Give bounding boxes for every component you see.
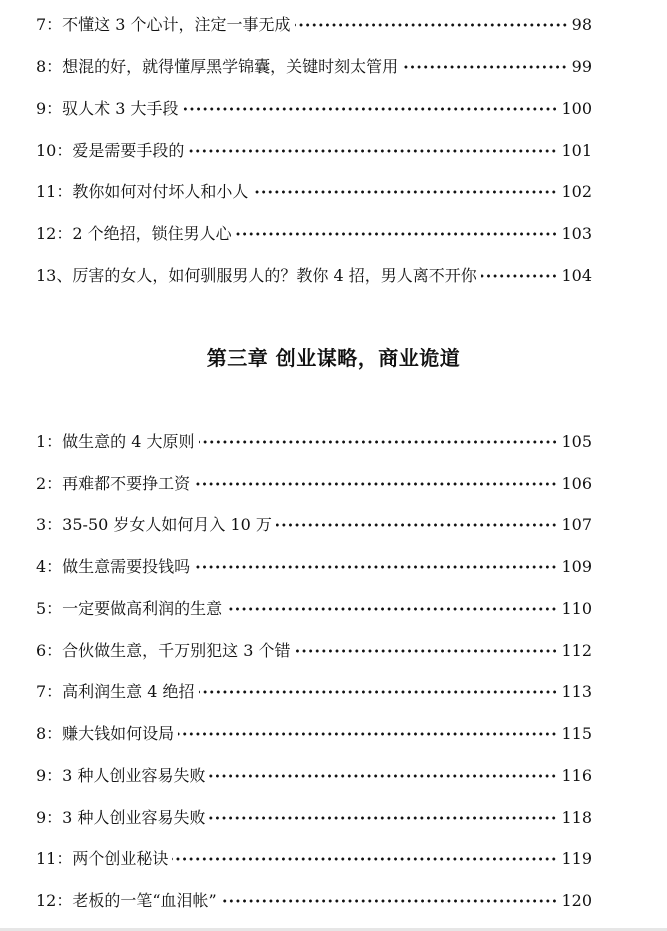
toc-entry-page: 107 [561, 515, 592, 534]
toc-entry-page: 120 [561, 891, 592, 910]
toc-entry[interactable] [36, 50, 592, 84]
toc-entry-title: 2：再难都不要挣工资 [36, 474, 191, 493]
toc-entry-title: 13、厉害的女人，如何驯服男人的？教你 4 招，男人离不开你 [36, 266, 477, 285]
toc-entry-page: 112 [561, 641, 592, 660]
dot-leader [252, 188, 557, 196]
toc-entry[interactable] [36, 759, 592, 793]
toc-entry-page: 118 [561, 808, 592, 827]
toc-entry[interactable] [36, 801, 592, 835]
toc-entry[interactable] [36, 92, 592, 126]
dot-leader [276, 521, 558, 529]
dot-leader [183, 105, 558, 113]
toc-entry-page: 110 [561, 599, 592, 618]
toc-entry-page: 113 [561, 682, 592, 701]
toc-entry-page: 104 [561, 266, 592, 285]
toc-entry-title: 7：高利润生意 4 绝招 [36, 682, 195, 701]
toc-entry-title: 12：老板的一笔“血泪帐” [36, 891, 217, 910]
toc-entry-title: 6：合伙做生意，千万别犯这 3 个错 [36, 641, 291, 660]
dot-leader [481, 272, 558, 280]
toc-entry[interactable] [36, 8, 592, 42]
toc-entry-title: 10：爱是需要手段的 [36, 141, 185, 160]
toc-entry-page: 116 [561, 766, 592, 785]
dot-leader [199, 688, 558, 696]
toc-entry[interactable] [36, 134, 592, 168]
dot-leader [199, 438, 558, 446]
toc-entry-title: 11：教你如何对付坏人和小人 [36, 182, 249, 201]
toc-entry-title: 8：赚大钱如何设局 [36, 724, 175, 743]
toc-entry-page: 103 [561, 224, 592, 243]
dot-leader [221, 897, 558, 905]
toc-entry-title: 4：做生意需要投钱吗 [36, 557, 191, 576]
dot-leader [178, 730, 557, 738]
toc-entry-page: 119 [561, 849, 592, 868]
toc-entry-page: 98 [571, 15, 592, 34]
toc-entry-title: 3：35-50 岁女人如何月入 10 万 [36, 515, 272, 534]
dot-leader [194, 563, 557, 571]
toc-entry-page: 102 [561, 182, 592, 201]
toc-entry-page: 99 [571, 57, 592, 76]
toc-entry-page: 109 [561, 557, 592, 576]
dot-leader [209, 814, 557, 822]
dot-leader [209, 772, 557, 780]
toc-entry[interactable] [36, 884, 592, 918]
toc-entry[interactable] [36, 508, 592, 542]
toc-entry[interactable] [36, 717, 592, 751]
toc-entry-title: 9：驭人术 3 大手段 [36, 99, 179, 118]
toc-entry[interactable] [36, 217, 592, 251]
toc-entry-page: 115 [561, 724, 592, 743]
dot-leader [188, 147, 557, 155]
dot-leader [236, 230, 558, 238]
toc-entry-title: 8：想混的好，就得懂厚黑学锦囊，关键时刻太管用 [36, 57, 399, 76]
toc-entry[interactable] [36, 592, 592, 626]
dot-leader [226, 605, 557, 613]
chapter-heading: 第三章 创业谋略，商业诡道 [206, 346, 461, 370]
toc-entry-title: 5：一定要做高利润的生意 [36, 599, 223, 618]
toc-entry-page: 100 [561, 99, 592, 118]
toc-entry[interactable] [36, 550, 592, 584]
toc-entry-title: 12：2 个绝招，锁住男人心 [36, 224, 232, 243]
toc-entry-title: 7：不懂这 3 个心计，注定一事无成 [36, 15, 291, 34]
toc-entry-title: 11：两个创业秘诀 [36, 849, 169, 868]
toc-entry[interactable] [36, 175, 592, 209]
dot-leader [295, 647, 558, 655]
toc-entry-title: 9：3 种人创业容易失败 [36, 808, 206, 827]
dot-leader [194, 480, 557, 488]
toc-entry-title: 9：3 种人创业容易失败 [36, 766, 206, 785]
toc-entry[interactable] [36, 425, 592, 459]
toc-entry[interactable] [36, 634, 592, 668]
dot-leader [172, 855, 557, 863]
toc-entry[interactable] [36, 259, 592, 293]
toc-entry[interactable] [36, 675, 592, 709]
toc-entry-page: 106 [561, 474, 592, 493]
dot-leader [402, 63, 567, 71]
dot-leader [295, 21, 568, 29]
toc-entry-title: 1：做生意的 4 大原则 [36, 432, 195, 451]
toc-entry-page: 105 [561, 432, 592, 451]
toc-entry[interactable] [36, 467, 592, 501]
toc-entry[interactable] [36, 842, 592, 876]
toc-entry-page: 101 [561, 141, 592, 160]
